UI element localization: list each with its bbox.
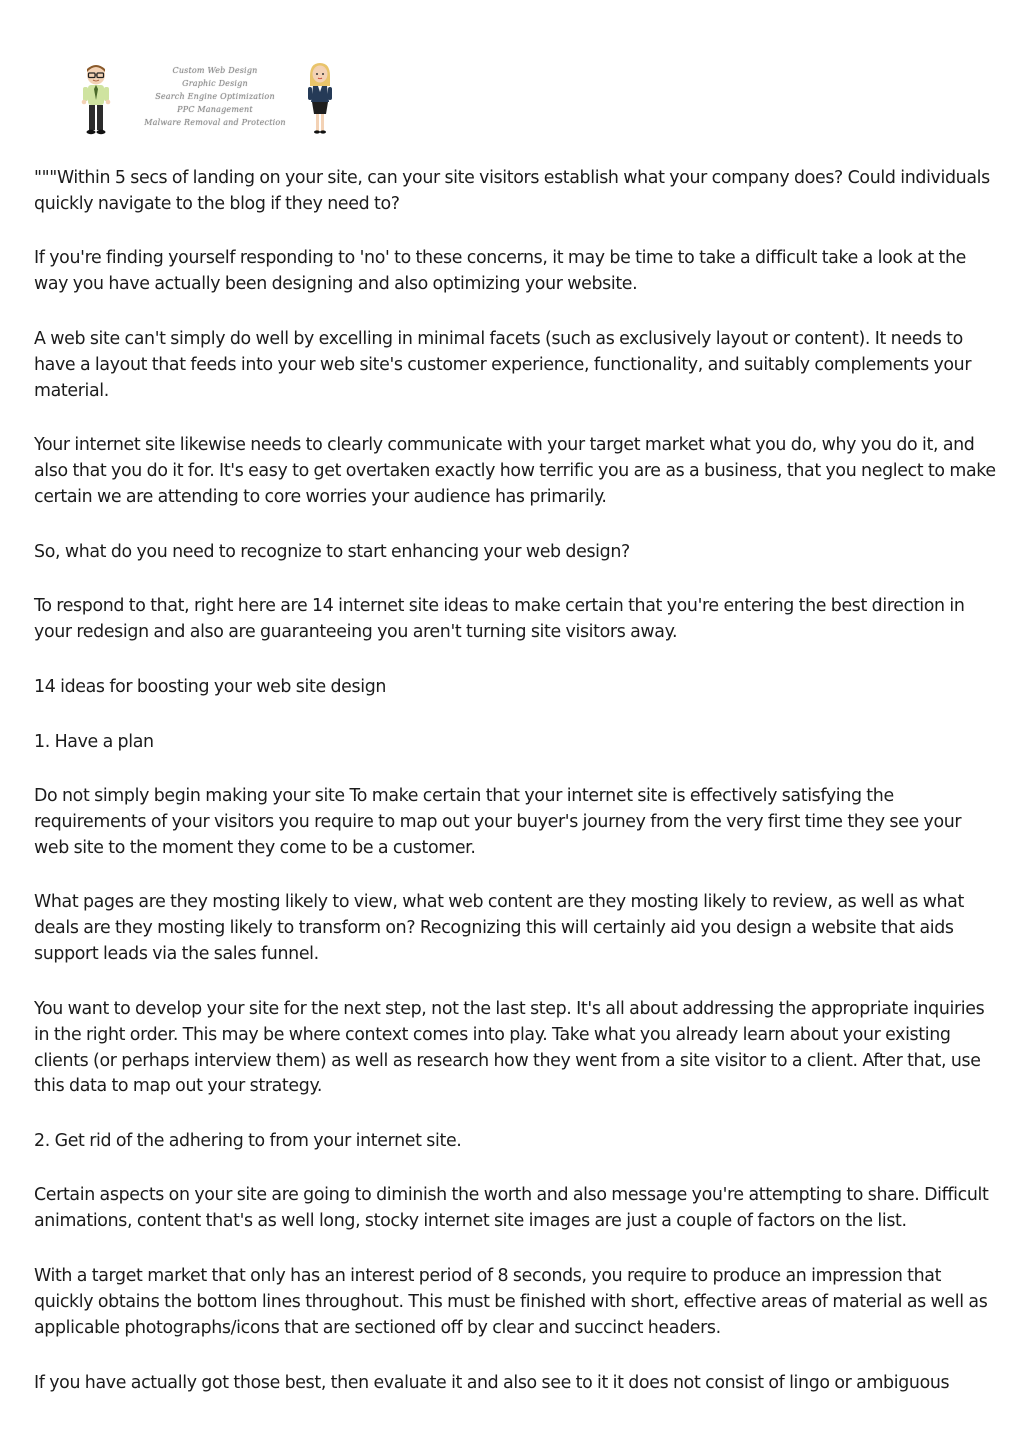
paragraph: With a target market that only has an interest period of 8 seconds, you require to produce an impression that quickly obtains the bottom lines throughout. This must be finished with short, effective areas of material as well as applicable photographs/icons that are sectioned off by clear and succinct headers. (34, 1266, 988, 1338)
section-heading: 2. Get rid of the adhering to from your internet site. (34, 1131, 462, 1151)
paragraph: Do not simply begin making your site To make certain that your internet site is effectively satisfying the requirements of your visitors you require to map out your buyer's journey from the very first time they see your web site to the moment they come to be a customer. (34, 786, 962, 858)
service-item: Graphic Design (182, 79, 248, 88)
man-character-illustration (78, 64, 114, 136)
paragraph: Your internet site likewise needs to clearly communicate with your target market what you do, why you do it, and also that you do it for. It's easy to get overtaken exactly how terrific you are as a business, that you neglect to make certain we are attending to core worries your audience has primarily. (34, 435, 996, 507)
paragraph: A web site can't simply do well by excelling in minimal facets (such as exclusively layout or content). It needs to have a layout that feeds into your web site's customer experience, functionality, and suitably complements your material. (34, 329, 972, 401)
paragraph: Certain aspects on your site are going to diminish the worth and also message you're attempting to share. Difficult animations, content that's as well long, stocky internet site images are just a couple of factors on the list. (34, 1185, 989, 1231)
service-item: Malware Removal and Protection (144, 118, 286, 127)
paragraph: If you're finding yourself responding to 'no' to these concerns, it may be time to take a difficult take a look at the way you have actually been designing and also optimizing your website. (34, 248, 967, 294)
paragraph: You want to develop your site for the next step, not the last step. It's all about addressing the appropriate inquiries in the right order. This may be where context comes into play. Take what you already learn about your existing clients (or perhaps interview them) as well as research how they went from a site visitor to a client. After that, use this data to map out your strategy. (34, 999, 985, 1097)
paragraph-truncated: If you have actually got those best, then evaluate it and also see to it it does not consist of lingo or ambiguous (34, 1373, 950, 1393)
service-item: Search Engine Optimization (155, 92, 275, 101)
services-list (140, 64, 290, 129)
paragraph: What pages are they mosting likely to view, what web content are they mosting likely to review, as well as what deals are they mosting likely to transform on? Recognizing this will certainly aid you design a website that aids support leads via the sales funnel. (34, 892, 964, 964)
paragraph-intro: """Within 5 secs of landing on your site, can your site visitors establish what your company does? Could individuals quickly navigate to the blog if they need to? (34, 168, 990, 214)
paragraph: To respond to that, right here are 14 internet site ideas to make certain that you're entering the best direction in your redesign and also are guaranteeing you aren't turning site visitors away. (34, 596, 965, 642)
paragraph: So, what do you need to recognize to start enhancing your web design? (34, 542, 630, 562)
header-banner (78, 58, 348, 138)
section-heading: 1. Have a plan (34, 732, 154, 752)
service-item: Custom Web Design (172, 66, 258, 75)
service-item: PPC Management (177, 105, 253, 114)
section-heading: 14 ideas for boosting your web site design (34, 677, 387, 697)
woman-character-illustration (304, 62, 336, 136)
